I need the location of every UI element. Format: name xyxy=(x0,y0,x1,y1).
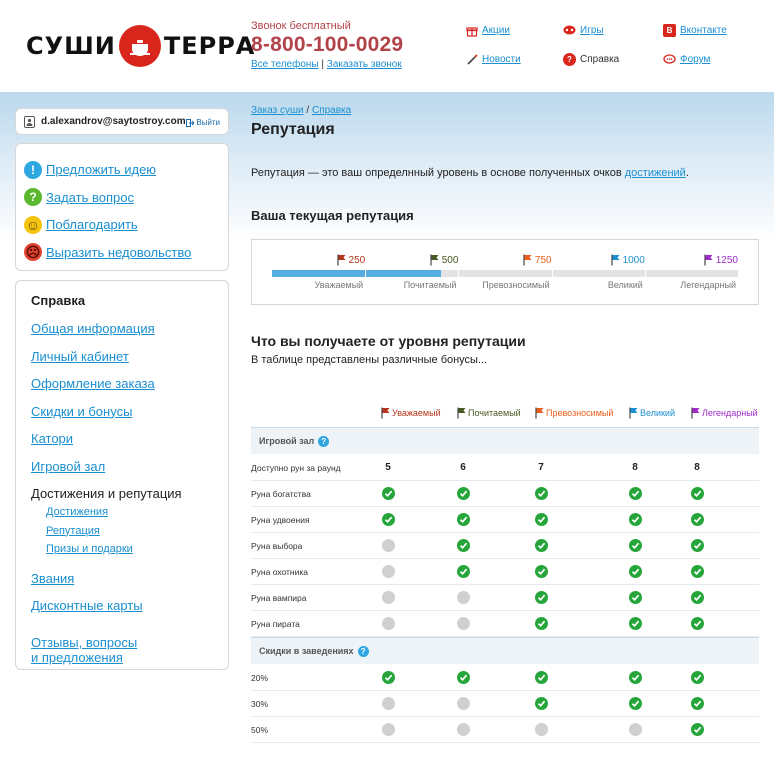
check-icon xyxy=(691,723,704,736)
table-level-header xyxy=(535,407,613,419)
check-icon xyxy=(629,671,642,684)
vk-icon: В xyxy=(663,24,676,37)
nav-games-label[interactable]: Игры xyxy=(580,25,604,36)
suggest-idea-action[interactable] xyxy=(24,156,228,184)
separator: | xyxy=(321,59,324,70)
logout-button[interactable] xyxy=(186,118,220,127)
unavailable-icon xyxy=(382,697,395,710)
reputation-level-points: 500 xyxy=(441,254,459,266)
reputation-progress-fill xyxy=(272,270,441,277)
reputation-level-name: Легендарный xyxy=(680,280,736,290)
reputation-level-name: Великий xyxy=(607,280,643,290)
table-row-label: Руна охотника xyxy=(251,567,308,577)
check-icon xyxy=(629,487,642,500)
reputation-level-flag xyxy=(523,254,552,266)
games-icon xyxy=(563,24,576,37)
logo-word-left: СУШИ xyxy=(26,32,116,60)
user-box xyxy=(15,108,229,135)
check-icon xyxy=(629,565,642,578)
unavailable-icon xyxy=(457,591,470,604)
unavailable-icon xyxy=(382,539,395,552)
unavailable-icon xyxy=(457,697,470,710)
check-icon xyxy=(629,591,642,604)
table-row xyxy=(251,585,759,611)
table-row-label: Руна пирата xyxy=(251,619,300,629)
table-section-title: Скидки в заведениях xyxy=(259,646,354,656)
ask-question-link[interactable]: Задать вопрос xyxy=(46,189,134,205)
nav-forum[interactable] xyxy=(663,53,710,66)
table-section-header xyxy=(251,637,759,664)
table-row-label: Руна выбора xyxy=(251,541,303,551)
check-icon xyxy=(535,513,548,526)
unavailable-icon xyxy=(382,617,395,630)
check-icon xyxy=(691,539,704,552)
intro-text xyxy=(251,167,689,179)
nav-forum-label[interactable]: Форум xyxy=(680,54,711,65)
table-value: 7 xyxy=(538,462,544,473)
nav-help[interactable] xyxy=(563,53,619,66)
flag-icon xyxy=(430,254,439,266)
unavailable-icon xyxy=(382,565,395,578)
check-icon xyxy=(457,513,470,526)
check-icon xyxy=(535,671,548,684)
table-row-label: 50% xyxy=(251,725,269,735)
table-row-label: 20% xyxy=(251,673,269,683)
check-icon xyxy=(535,617,548,630)
nav-promotions-label[interactable]: Акции xyxy=(482,25,510,36)
table-value: 8 xyxy=(632,462,638,473)
ask-question-action[interactable] xyxy=(24,184,228,212)
question-icon[interactable]: ? xyxy=(318,436,329,447)
header xyxy=(0,0,774,92)
check-icon xyxy=(535,487,548,500)
breadcrumb-separator: / xyxy=(303,105,312,116)
table-row xyxy=(251,691,759,717)
check-icon xyxy=(382,671,395,684)
check-icon xyxy=(629,513,642,526)
page-title: Репутация xyxy=(251,121,335,138)
check-icon xyxy=(457,539,470,552)
flag-icon xyxy=(523,254,532,266)
reputation-level-flag xyxy=(704,254,738,266)
table-section-header xyxy=(251,427,759,454)
reputation-level-flag xyxy=(337,254,366,266)
reputation-progress-track xyxy=(272,270,738,277)
check-icon xyxy=(691,513,704,526)
table-level-name: Великий xyxy=(640,408,675,418)
help-sub-achievements[interactable]: Достижения xyxy=(46,506,109,518)
flag-icon xyxy=(691,407,700,419)
reputation-level-name: Уважаемый xyxy=(314,280,364,290)
intro-end: . xyxy=(685,167,689,179)
table-value: 5 xyxy=(385,462,391,473)
help-item-feedback-line1[interactable]: Отзывы, вопросы xyxy=(31,634,138,650)
flag-icon xyxy=(611,254,620,266)
unavailable-icon xyxy=(382,723,395,736)
help-sub-reputation[interactable]: Репутация xyxy=(46,524,100,537)
order-call-link[interactable]: Заказать звонок xyxy=(326,59,402,70)
table-row xyxy=(251,717,759,743)
help-item-discounts[interactable]: Скидки и бонусы xyxy=(31,403,133,419)
check-icon xyxy=(457,565,470,578)
breadcrumb xyxy=(251,105,351,116)
check-icon xyxy=(629,539,642,552)
current-reputation-title: Ваша текущая репутация xyxy=(251,208,414,223)
levels-header xyxy=(251,407,759,423)
intro-body: Репутация — это ваш определнный уровень в основе полученных очков xyxy=(251,167,625,179)
bonus-subtitle: В таблице представлены различные бонусы... xyxy=(251,354,488,366)
reputation-level-flag xyxy=(430,254,459,266)
help-item-achievements-current: Достижения и репутация xyxy=(31,486,182,501)
angry-icon: ☹ xyxy=(25,243,41,260)
breadcrumb-sushi[interactable]: Заказ суши xyxy=(251,105,304,116)
thank-link[interactable]: Поблагодарить xyxy=(46,217,138,233)
help-menu-title: Справка xyxy=(31,293,86,308)
nav-games[interactable] xyxy=(563,24,604,37)
reputation-level-name: Превозносимый xyxy=(482,280,550,290)
unavailable-icon xyxy=(535,723,548,736)
flag-icon xyxy=(337,254,346,266)
reputation-level-points: 250 xyxy=(348,254,366,266)
table-row xyxy=(251,455,759,481)
help-item-ranks[interactable]: Звания xyxy=(31,570,75,586)
table-row-label: Руна удвоения xyxy=(251,515,310,525)
check-icon xyxy=(535,565,548,578)
table-level-header xyxy=(381,407,441,419)
check-icon xyxy=(691,565,704,578)
table-level-header xyxy=(457,407,521,419)
logo-word-right: ТЕРРА xyxy=(163,32,256,60)
help-item-account[interactable]: Личный кабинет xyxy=(31,348,129,364)
flag-icon xyxy=(457,407,466,419)
reputation-segment-divider xyxy=(365,269,366,278)
nav-help-label[interactable]: Справка xyxy=(580,54,620,65)
flag-icon xyxy=(629,407,638,419)
nav-vkontakte[interactable] xyxy=(663,24,727,37)
reputation-level-points: 1250 xyxy=(715,254,738,266)
table-level-name: Превозносимый xyxy=(546,408,614,418)
reputation-level-points: 1000 xyxy=(622,254,645,266)
check-icon xyxy=(691,591,704,604)
idea-icon: ! xyxy=(24,161,42,179)
check-icon xyxy=(691,617,704,630)
table-row xyxy=(251,507,759,533)
breadcrumb-help[interactable]: Справка xyxy=(311,105,352,116)
table-value: 8 xyxy=(694,462,700,473)
help-item-feedback[interactable] xyxy=(31,635,228,665)
question-icon[interactable]: ? xyxy=(358,646,369,657)
check-icon xyxy=(691,697,704,710)
reputation-segment-divider xyxy=(552,269,553,278)
check-icon xyxy=(629,697,642,710)
complain-link[interactable]: Выразить недовольство xyxy=(46,244,192,260)
table-row-label: 30% xyxy=(251,699,269,709)
logo[interactable] xyxy=(26,24,255,68)
check-icon xyxy=(535,539,548,552)
table-row xyxy=(251,665,759,691)
teapot-icon xyxy=(119,25,161,67)
table-level-header xyxy=(629,407,675,419)
table-level-name: Легендарный xyxy=(702,408,758,418)
table-level-header xyxy=(691,407,758,419)
achievements-link[interactable]: достижений xyxy=(624,167,686,179)
check-icon xyxy=(629,617,642,630)
nav-promotions[interactable] xyxy=(465,24,510,37)
call-label: Звонок бесплатный xyxy=(251,20,351,32)
flag-icon xyxy=(535,407,544,419)
reputation-segment-divider xyxy=(645,269,646,278)
thank-action[interactable] xyxy=(24,211,228,239)
complain-action[interactable] xyxy=(24,239,228,267)
table-section-title: Игровой зал xyxy=(259,436,315,446)
help-item-katori[interactable]: Катори xyxy=(31,431,74,446)
help-item-ordering[interactable]: Оформление заказа xyxy=(31,376,155,391)
help-item-feedback-line2[interactable]: и предложения xyxy=(31,649,123,665)
table-level-name: Уважаемый xyxy=(392,408,441,418)
check-icon xyxy=(535,591,548,604)
table-row xyxy=(251,559,759,585)
table-row xyxy=(251,481,759,507)
check-icon xyxy=(535,697,548,710)
flag-icon xyxy=(381,407,390,419)
nav-news[interactable] xyxy=(465,53,521,66)
chat-icon xyxy=(663,53,676,66)
check-icon xyxy=(691,487,704,500)
help-icon: ? xyxy=(563,53,576,66)
all-phones-link[interactable]: Все телефоны xyxy=(251,59,319,70)
table-row-label: Руна богатства xyxy=(251,489,311,499)
reputation-segment-divider xyxy=(458,269,459,278)
check-icon xyxy=(382,487,395,500)
pen-icon xyxy=(465,53,478,66)
nav-news-label[interactable]: Новости xyxy=(482,54,521,65)
user-icon xyxy=(24,116,35,128)
flag-icon xyxy=(704,254,713,266)
nav-vkontakte-label[interactable]: Вконтакте xyxy=(680,25,727,36)
logout-icon xyxy=(186,119,194,127)
phone-links xyxy=(251,59,402,70)
table-row-label: Доступно рун за раунд xyxy=(251,463,341,473)
check-icon xyxy=(457,671,470,684)
check-icon xyxy=(691,671,704,684)
help-item-general[interactable]: Общая информация xyxy=(31,321,155,336)
check-icon xyxy=(457,487,470,500)
smile-icon: ☺ xyxy=(25,216,41,233)
unavailable-icon xyxy=(629,723,642,736)
suggest-idea-link[interactable]: Предложить идею xyxy=(46,162,157,178)
table-row-label: Руна вампира xyxy=(251,593,307,603)
help-item-game-hall[interactable]: Игровой зал xyxy=(31,458,106,474)
question-icon: ? xyxy=(24,188,42,206)
help-sub-prizes[interactable]: Призы и подарки xyxy=(46,543,133,555)
help-menu xyxy=(15,280,229,670)
help-item-discount-cards[interactable]: Дисконтные карты xyxy=(31,598,143,613)
phone-number: 8-800-100-0029 xyxy=(251,33,404,56)
table-row xyxy=(251,611,759,637)
unavailable-icon xyxy=(382,591,395,604)
table-value: 6 xyxy=(460,462,466,473)
table-row xyxy=(251,533,759,559)
unavailable-icon xyxy=(457,723,470,736)
table-level-name: Почитаемый xyxy=(468,408,521,418)
reputation-progress-box xyxy=(251,239,759,305)
logout-label[interactable]: Выйти xyxy=(196,118,220,127)
reputation-level-points: 750 xyxy=(534,254,552,266)
reputation-level-flag xyxy=(611,254,645,266)
unavailable-icon xyxy=(457,617,470,630)
reputation-level-name: Почитаемый xyxy=(403,280,457,290)
gift-icon xyxy=(465,24,478,37)
user-email: d.alexandrov@saytostroy.com xyxy=(41,116,186,127)
bonus-title: Что вы получаете от уровня репутации xyxy=(251,333,526,349)
check-icon xyxy=(382,513,395,526)
feedback-actions xyxy=(15,143,229,271)
